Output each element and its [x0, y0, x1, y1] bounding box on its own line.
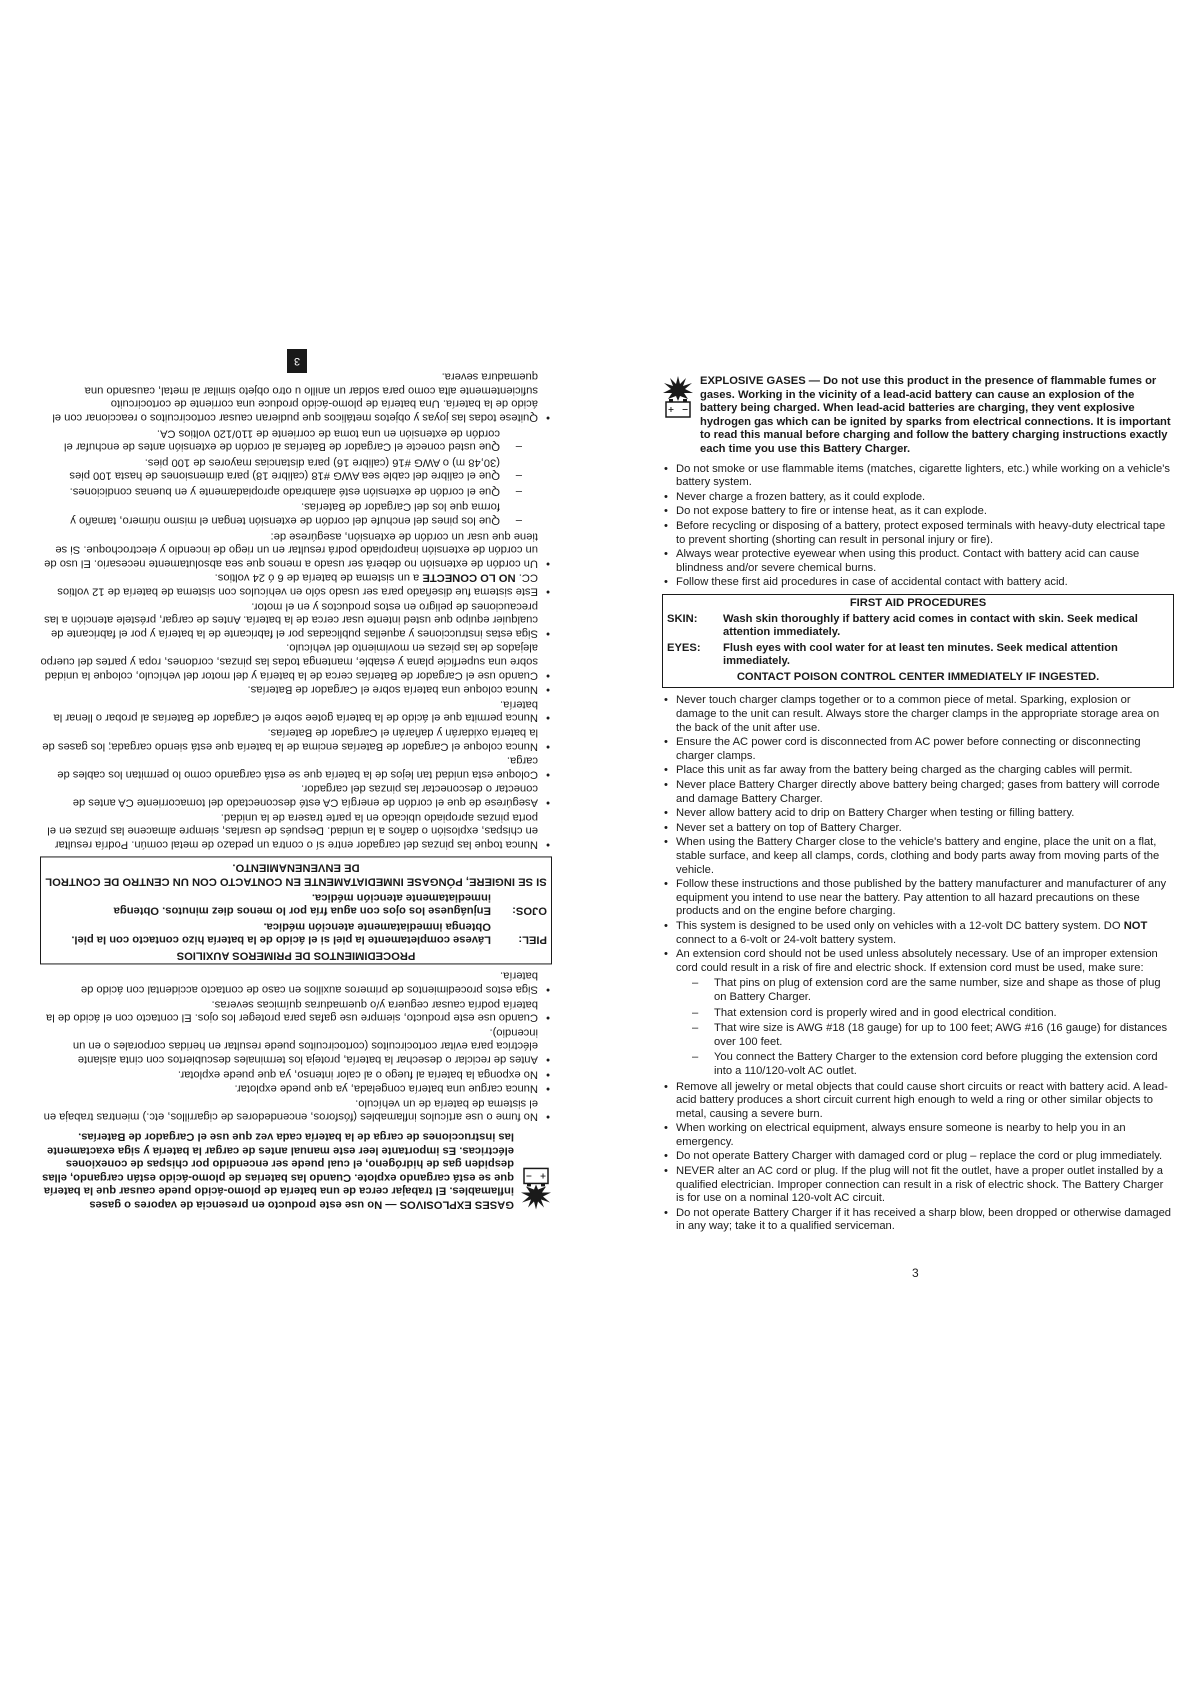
list-item: • Remove all jewelry or metal objects that could cause short circuits or react with battery acid. A lead-acid battery produces a short circuit current high enough to weld a ring or other similar objects to metal, causing a severe burn. — [662, 1081, 1174, 1122]
battery-explosion-icon — [662, 375, 694, 419]
list-item: • Siga estas instrucciones y aquellas publicadas por el fabricante de la batería y por el fabricante de cualquier equipo que usted intente usar cerca de la batería. Antes de cargar, préstele atención a las precauciones de peligro en estos productos y en el motor. — [40, 599, 552, 640]
list-item: • Coloque esta unidad tan lejos de la batería que se está cargando como lo permitan los cables de carga. — [40, 753, 552, 780]
explosive-gases-warning — [662, 375, 1174, 457]
sub-list-item: – That extension cord is properly wired and in good electrical condition. — [676, 1007, 1174, 1021]
svg-text:+: + — [539, 1171, 547, 1181]
skin-text: Wash skin thoroughly if battery acid comes in contact with skin. Seek medical attention immediately. — [723, 612, 1138, 639]
list-item: • Never place Battery Charger directly above battery being charged; gases from battery will corrode and damage Battery Charger. — [662, 779, 1174, 806]
svg-text:−: − — [681, 405, 689, 414]
list-item: • Do not operate Battery Charger if it has received a sharp blow, been dropped or otherwise damaged in any way; take it to a qualified serviceman. — [662, 1207, 1174, 1234]
first-aid-eyes-row — [45, 889, 547, 916]
dc-system-item: • This system is designed to be used only on vehicles with a 12-volt DC battery system. DO NOT connect to a 6-volt or 24-volt battery system. — [662, 920, 1174, 947]
list-item: • Do not smoke or use flammable items (matches, cigarette lighters, etc.) while working on a vehicle's battery system. — [662, 463, 1174, 490]
safety-list-2-es — [40, 369, 552, 850]
sub-list-item: – Que el calibre del cable sea AWG #18 (calibre 18) para dimensiones de hasta 100 pies (30,48 m) o AWG #16 (calibre 16) para distancias mayores de 100 pies. — [40, 455, 538, 482]
svg-text:+: + — [667, 405, 675, 414]
warning-text: EXPLOSIVE GASES — Do not use this product in the presence of flammable fumes or gases. Working in the vicinity of a lead-acid battery can cause an explosion of the battery being charged. When lead-acid batteries are charging, they vent explosive hydrogen gas which can be ignited by sparks from electrical connections. It is important to read this manual before charging and follow the battery charging instructions exactly each time you use this Battery Charger. — [700, 375, 1171, 455]
list-item: • When using the Battery Charger close to the vehicle's battery and engine, place the unit on a flat, stable surface, and keep all clamps, cords, clothing and body parts away from moving parts of the vehicle. — [662, 836, 1174, 877]
page-number-english: 3 — [912, 1266, 919, 1280]
svg-text:−: − — [525, 1171, 533, 1181]
skin-label: PIEL: — [518, 933, 547, 946]
list-item: • Nunca cargue una batería congelada, ya que puede explotar. — [40, 1081, 552, 1095]
list-item: • Do not expose battery to fire or intense heat, as it can explode. — [662, 505, 1174, 519]
first-aid-box-es — [40, 856, 552, 964]
english-column — [662, 375, 1174, 1235]
skin-text: Lávese completamente la piel si el ácido de la batería hizo contacto con la piel. Obtenga inmediatamente atención médica. — [71, 920, 491, 946]
list-item: • Cuando use el Cargador de Baterías cerca de la batería y del motor del vehículo, coloque la unidad sobre una superficie plana y estable, mantenga todas las pinzas, cordones, ropa y partes del cuerpo alejados de las piezas en movimiento del vehículo. — [40, 640, 552, 681]
list-item: • No fume o use artículos inflamables (fósforos, encendedores de cigarrillos, etc.) mientras trabaja en el sistema de batería de un vehículo. — [40, 1096, 552, 1123]
safety-list-1-es — [40, 968, 552, 1123]
first-aid-skin-row — [667, 613, 1169, 640]
list-item: • Nunca coloque el Cargador de Baterías encima de la batería que está siendo cargada; los gases de la batería oxidarán y dañarán el Cargador de Baterías. — [40, 725, 552, 752]
battery-explosion-icon — [520, 1166, 552, 1210]
extension-cord-sublist — [676, 977, 1174, 1078]
dc-system-item: • Este sistema fue diseñado para ser usado sólo en vehículos con sistema de batería de 12 voltios CC. NO LO CONECTE a un sistema de batería de 6 ó 24 voltios. — [40, 570, 552, 597]
page-number-spanish: 3 — [287, 349, 307, 373]
spanish-column — [40, 368, 552, 1210]
list-item: • Siga estos procedimientos de primeros auxilios en caso de contacto accidental con ácido de batería. — [40, 968, 552, 995]
first-aid-skin-row — [45, 919, 547, 946]
poison-control-note: SI SE INGIERE, PÓNGASE INMEDIATAMENTE EN CONTACTO CON UN CENTRO DE CONTROL DE ENVENENAMIENTO. — [45, 861, 547, 888]
sub-list-item: – You connect the Battery Charger to the extension cord before plugging the extension cord into a 110/120-volt AC outlet. — [676, 1051, 1174, 1078]
skin-label: SKIN: — [667, 612, 698, 625]
list-item: • Never charge a frozen battery, as it could explode. — [662, 491, 1174, 505]
list-item: • Antes de reciclar o desechar la batería, proteja los terminales descubiertos con cinta aislante eléctrica para evitar cortocircuitos (cortocircuitos puede resultar en heridas corporales o en un incendio). — [40, 1025, 552, 1066]
first-aid-box — [662, 594, 1174, 689]
extension-cord-sublist — [40, 425, 538, 526]
extension-cord-item: • An extension cord should not be used unless absolutely necessary. Use of an improper extension cord could result in a risk of fire and electric shock. If extension cord must be used, make sure: – That pins on plug of extension cord are the same number, size and shape as those of plug on Battery Charger. – That extension cord is properly wired and in good electrical condition. – That wire size is AWG #18 (18 gauge) for up to 100 feet; AWG #16 (16 gauge) for distances over 100 feet. – You connect the Battery Charger to the extension cord before plugging the extension cord into a 110/120-volt AC outlet. — [662, 948, 1174, 1078]
list-item: • NEVER alter an AC cord or plug. If the plug will not fit the outlet, have a proper outlet installed by a qualified electrician. Improper connection can result in a risk of electric shock. The Battery Charger is for use on a nominal 120-volt AC circuit. — [662, 1165, 1174, 1206]
sub-list-item: – That pins on plug of extension cord are the same number, size and shape as those of plug on Battery Charger. — [676, 977, 1174, 1004]
sub-list-item: – Que los pines del enchufe del cordón de extensión tengan el mismo número, tamaño y forma que los del Cargador de Baterías. — [40, 499, 538, 526]
extension-cord-item: • Un cordón de extensión no deberá ser usado a menos que sea absolutamente necesario. El uso de un cordón de extensión inapropiado podrá resultar en un riego de incendio y electrochoque. Si se tiene que usar un cordón de extensión, asegúrese de: – Que los pines del enchufe del cordón de extensión tengan el mismo número, tamaño y forma que los del Cargador de Baterías. – Que el cordón de extensión esté alambrado apropiadamente y en buenas condiciones. – Que el calibre del cable sea AWG #18 (calibre 18) para dimensiones de hasta 100 pies (30,48 m) o AWG #16 (calibre 16) para distancias mayores de 100 pies. – Que usted conecte el Cargador de Baterías al cordón de extensión antes de enchufar el cordón de extensión en una toma de corriente de 110/120 voltios CA. — [40, 425, 552, 569]
list-item: • Cuando use este producto, siempre use gafas para proteger los ojos. El contacto con el ácido de la batería podría causar ceguera y/o quemaduras químicas severas. — [40, 997, 552, 1024]
sub-list-item: – That wire size is AWG #18 (18 gauge) for up to 100 feet; AWG #16 (16 gauge) for distances over 100 feet. — [676, 1022, 1174, 1049]
eyes-label: OJOS: — [512, 904, 547, 917]
list-item: • Never set a battery on top of Battery Charger. — [662, 822, 1174, 836]
sub-list-item: – Que usted conecte el Cargador de Baterías al cordón de extensión antes de enchufar el cordón de extensión en una toma de corriente de 110/120 voltios CA. — [40, 425, 538, 452]
list-item: • When working on electrical equipment, always ensure someone is nearby to help you in an emergency. — [662, 1122, 1174, 1149]
list-item: • Never touch charger clamps together or to a common piece of metal. Sparking, explosion or damage to the unit can result. Always store the charger clamps in the appropriate storage area on the back of the unit after use. — [662, 694, 1174, 735]
safety-list-2 — [662, 694, 1174, 1234]
first-aid-eyes-row — [667, 642, 1169, 669]
list-item: • No exponga la batería al fuego o al calor intenso, ya que puede explotar. — [40, 1067, 552, 1081]
list-item: • Quitese todas las joyas y objetos metálicos que pudieran causar cortocircuitos o reaccionar con el ácido de la batería. Una batería de plomo-ácido produce una corriente de cortocircuito suficientemente alta como para soldar un anillo u otro objeto similar al metal, causando una quemadura severa. — [40, 369, 552, 423]
first-aid-title: FIRST AID PROCEDURES — [849, 596, 987, 609]
list-item: • Follow these instructions and those published by the battery manufacturer and manufacturer of any equipment you intend to use near the battery. Pay attention to all hazard precautions on these products and on the engine before charging. — [662, 878, 1174, 919]
explosive-gases-warning-es — [40, 1129, 552, 1211]
list-item: • Nunca coloque una batería sobre el Cargador de Baterías. — [40, 682, 552, 696]
eyes-text: Enjuáguese los ojos con agua fría por lo menos diez minutos. Obtenga inmediatamente atención médica. — [113, 890, 491, 917]
first-aid-title: PROCEDIMIENTOS DE PRIMEROS AUXILIOS — [176, 949, 416, 962]
list-item: • Do not operate Battery Charger with damaged cord or plug – replace the cord or plug immediately. — [662, 1150, 1174, 1164]
eyes-label: EYES: — [667, 641, 701, 654]
warning-text: GASES EXPLOSIVOS — No use este producto en presencia de vapores o gases inflamables. El trabajar cerca de una batería de plomo-ácido puede causar que la batería que se está cargando explote. Cuando las baterias de plomo-ácido están cargando, ellas despiden gas de hidrógeno, el cual puede ser encendido por chispas de conexiones eléctricas. Es importante leer este manual antes de cargar la batería y siga exactamente las instrucciones de carga de la batería cada vez que use el Cargador de Baterías. — [42, 1130, 514, 1211]
list-item: • Place this unit as far away from the battery being charged as the charging cables will permit. — [662, 764, 1174, 778]
eyes-text: Flush eyes with cool water for at least ten minutes. Seek medical attention immediately. — [723, 641, 1118, 668]
list-item: • Before recycling or disposing of a battery, protect exposed terminals with heavy-duty electrical tape to prevent shorting (shorting can result in personal injury or fire). — [662, 520, 1174, 547]
sub-list-item: – Que el cordón de extensión esté alambrado apropiadamente y en buenas condiciones. — [40, 484, 538, 498]
list-item: • Always wear protective eyewear when using this product. Contact with battery acid can cause blindness and/or severe chemical burns. — [662, 548, 1174, 575]
list-item: • Nunca toque las pinzas del cargador entre sí o contra un pedazo de metal común. Podría resultar en chispas, explosión o daños a la unidad. Después de usarlas, siempre almacene las pinzas en el porta pinzas apropiado ubicado en la parte trasera de la unidad. — [40, 809, 552, 850]
list-item: • Ensure the AC power cord is disconnected from AC power before connecting or disconnecting charger clamps. — [662, 736, 1174, 763]
safety-list-1 — [662, 463, 1174, 590]
list-item: • Never allow battery acid to drip on Battery Charger when testing or filling battery. — [662, 807, 1174, 821]
list-item: • Follow these first aid procedures in case of accidental contact with battery acid. — [662, 576, 1174, 590]
list-item: • Asegúrese de que el cordón de energía CA esté desconectado del tomacorriente CA antes de conectar o desconectar las pinzas del cargador. — [40, 781, 552, 808]
poison-control-note: CONTACT POISON CONTROL CENTER IMMEDIATELY IF INGESTED. — [736, 670, 1100, 683]
list-item: • Nunca permita que el ácido de la batería gotee sobre el Cargador de Baterías al probar o llenar la batería. — [40, 697, 552, 724]
